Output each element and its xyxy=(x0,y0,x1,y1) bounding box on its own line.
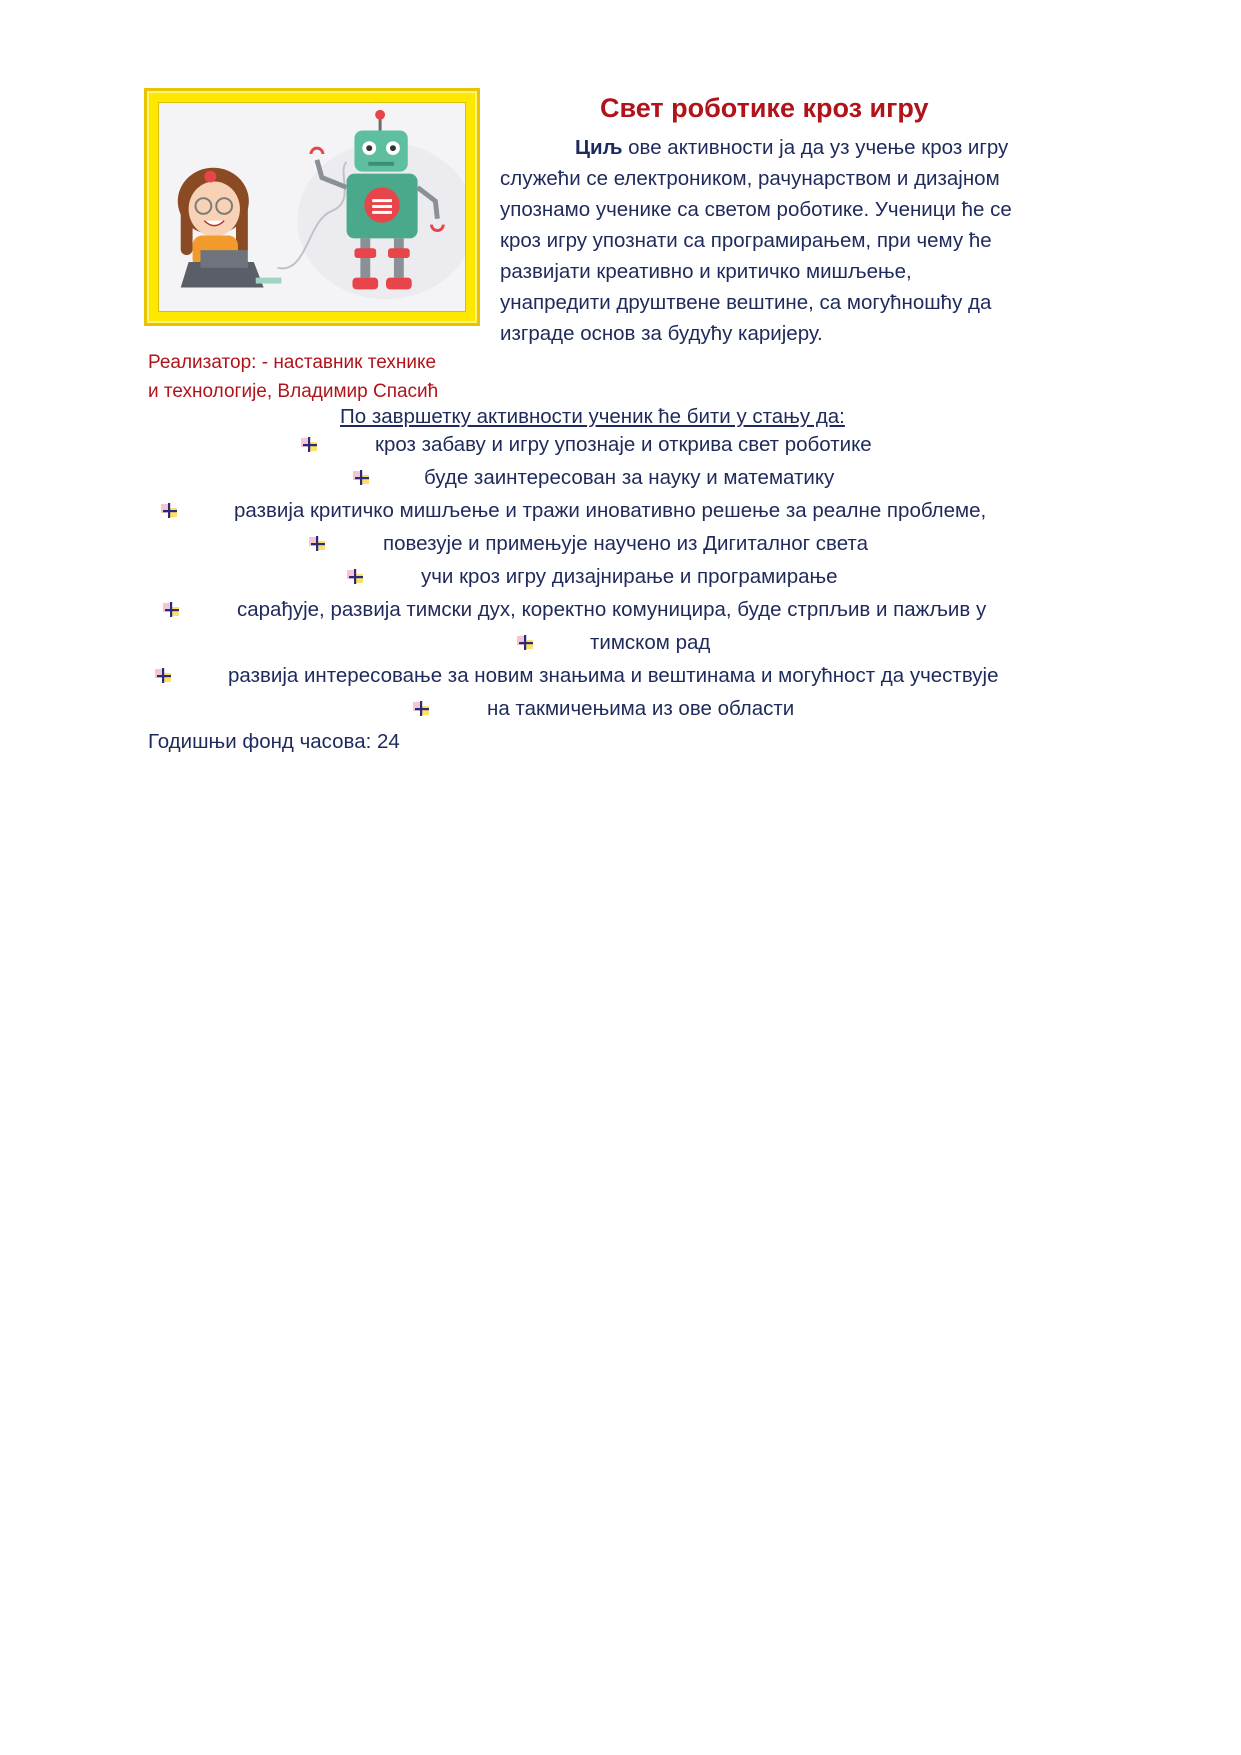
robotics-illustration xyxy=(158,102,466,312)
goal-word: Циљ xyxy=(575,136,623,159)
intro-paragraph xyxy=(500,132,1090,349)
bullet-icon xyxy=(516,634,534,652)
outcomes-heading: По завршетку активности ученик ће бити у стању да: xyxy=(340,405,845,428)
intro-line-4: кроз игру упознати са програмирањем, при чему ће xyxy=(500,229,992,252)
author-caption xyxy=(148,348,488,406)
intro-line-6: унапредити друштвене вештине, са могућношћу да xyxy=(500,291,992,314)
author-line-2: и технологије, Владимир Спасић xyxy=(148,381,439,402)
bullet-icon xyxy=(352,469,370,487)
bullet-icon xyxy=(300,436,318,454)
intro-line-7: изграде основ за будућу каријеру. xyxy=(500,322,823,345)
bullet-icon xyxy=(346,568,364,586)
intro-line-2: служећи се електроником, рачунарством и дизајном xyxy=(500,167,1000,190)
intro-line-3: упознамо ученике са светом роботике. Ученици ће се xyxy=(500,198,1012,221)
bullet-icon xyxy=(154,667,172,685)
bullet-icon xyxy=(160,502,178,520)
robot-and-girl-icon xyxy=(159,103,465,311)
page-title: Свет роботике кроз игру xyxy=(600,93,929,123)
author-line-1: Реализатор: - наставник технике xyxy=(148,352,437,373)
bullet-icon xyxy=(308,535,326,553)
bullet-icon xyxy=(162,601,180,619)
illustration-frame xyxy=(144,88,480,326)
intro-line-1: Циљ ове активности ја да уз учење кроз игру xyxy=(575,136,1009,159)
intro-line-5: развијати креативно и критичко мишљење, xyxy=(500,260,912,283)
annual-hours: Годишњи фонд часова: 24 xyxy=(148,730,400,753)
bullet-icon xyxy=(412,700,430,718)
